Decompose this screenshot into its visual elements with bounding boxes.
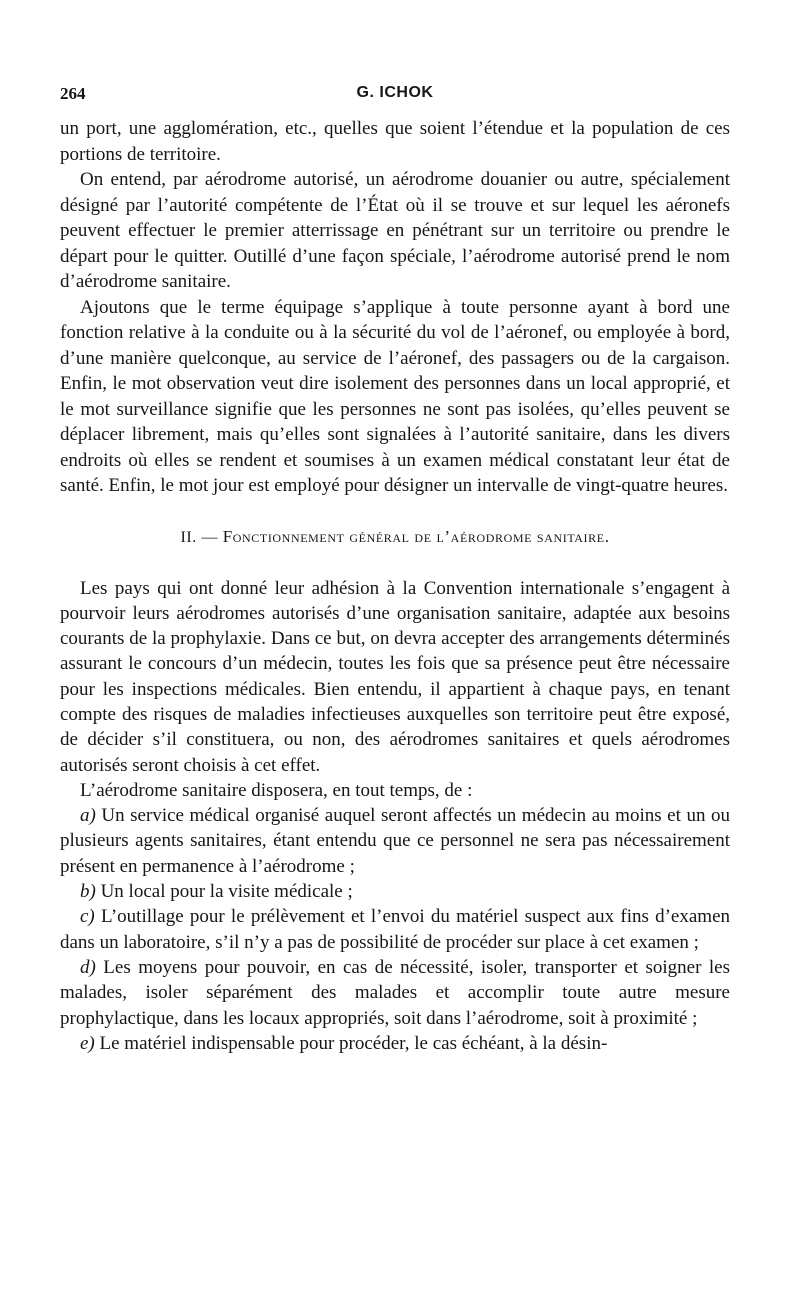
paragraph-list-intro: L’aérodrome sanitaire disposera, en tout temps, de : [80, 779, 473, 801]
list-item-text: Le matériel indispensable pour procéder, le cas échéant, à la désin- [99, 1032, 608, 1054]
page [60, 84, 730, 1056]
paragraph-convention: Les pays qui ont donné leur adhésion à la Convention internationale s’engagent à pourvoir leurs aérodromes autorisés d’une organisation sanitaire, adaptée aux besoins courants de la prophylaxie. Dans ce but, on devra accepter des arrangements déterminés assurant le concours d’un médecin, toutes les fois que sa présence peut être nécessaire pour les inspections médicales. Bien entendu, il appartient à chaque pays, en tenant compte des risques de maladies infectieuses auxquelles son territoire peut être exposé, de décider s’il constituera, ou non, des aérodromes sanitaires et quels aérodromes autorisés seront choisis à cet effet. [60, 577, 730, 776]
running-head [60, 84, 730, 110]
list-item-text: Les moyens pour pouvoir, en cas de nécessité, isoler, transporter et soigner les malades, isoler séparément des malades et accomplir toute autre mesure prophylactique, dans les locaux appropriés, soit dans l’aérodrome, soit à proximité ; [60, 956, 731, 1029]
list-item-text: L’outillage pour le prélèvement et l’envoi du matériel suspect aux fins d’examen dans un laboratoire, s’il n’y a pas de possibilité de procéder sur place à cet examen ; [60, 906, 730, 953]
list-item [60, 1031, 730, 1056]
page-number: 264 [60, 84, 86, 103]
list-item-letter: c) [80, 906, 95, 928]
list-item [60, 879, 730, 904]
paragraph-definitions: Ajoutons que le terme équipage s’applique à toute personne ayant à bord une fonction relative à la conduite ou à la sécurité du vol de l’aéronef, ou employée à bord, d’une manière quelconque, au service de l’aéronef, des passagers ou de la cargaison. Enfin, le mot observation veut dire isolement des personnes dans un local approprié, et le mot surveillance signifie que les personnes ne sont pas isolées, qu’elles peuvent se déplacer librement, mais qu’elles sont signalées à l’autorité sanitaire, dans les divers endroits où elles se rendent et soumises à un examen médical constatant leur état de santé. Enfin, le mot jour est employé pour désigner un intervalle de vingt-quatre heures. [60, 296, 730, 496]
list-item-text: Un local pour la visite médicale ; [100, 881, 353, 903]
list-item-text: Un service médical organisé auquel seront affectés un médecin au moins et un ou plusieurs agents sanitaires, étant entendu que ce personnel ne sera pas nécessairement présent en permanence à l’aérodrome ; [60, 805, 730, 877]
list-item-letter: b) [80, 881, 96, 903]
list-item-letter: a) [80, 805, 96, 827]
section-body [60, 576, 730, 1057]
section-title: Fonctionnement général de l’aérodrome sanitaire. [222, 526, 610, 546]
running-title: G. ICHOK [356, 84, 434, 101]
body-text [60, 116, 730, 499]
list-item-letter: d) [80, 956, 96, 978]
list-item [60, 955, 730, 1031]
section-number: II. — [180, 528, 219, 546]
paragraph-aerodrome-definition: On entend, par aérodrome autorisé, un aérodrome douanier ou autre, spécialement désigné par l’autorité compétente de l’État où il se trouve et sur lequel les aéronefs peuvent effectuer le premier atterrissage en pénétrant sur un territoire ou prendre le départ pour le quitter. Outillé d’une façon spéciale, l’aérodrome autorisé prend le nom d’aérodrome sanitaire. [60, 169, 730, 292]
list-item [60, 803, 730, 879]
paragraph-continuation: un port, une agglomération, etc., quelles que soient l’étendue et la population de ces portions de territoire. [60, 118, 730, 165]
list-item [60, 904, 730, 955]
list-item-letter: e) [80, 1032, 95, 1054]
section-heading [60, 525, 730, 550]
